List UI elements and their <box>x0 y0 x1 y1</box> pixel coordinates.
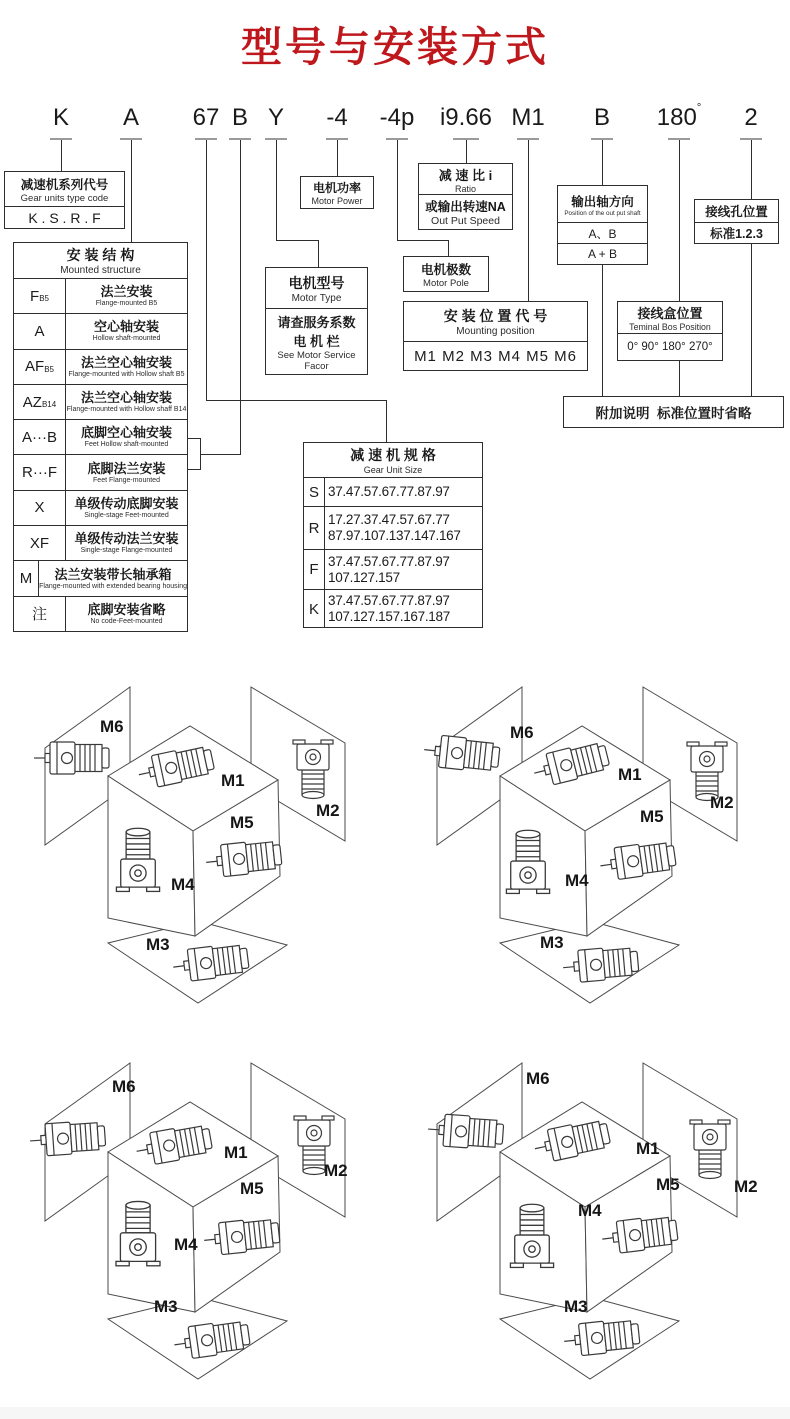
position-label: M6 <box>526 1069 550 1088</box>
position-label: M4 <box>578 1201 602 1220</box>
table-row: 注 底脚安装省略 No code-Feet-mounted <box>14 596 187 631</box>
motor-type-box: 电机型号 Motor Type 请查服务系数 电 机 栏 See Motor Service Facor <box>265 267 368 375</box>
mounting-diagram-4 <box>400 1034 785 1406</box>
code-item: -4 <box>326 104 348 131</box>
table-row: X 单级传动底脚安装 Single-stage Feet-mounted <box>14 490 187 525</box>
connector-line <box>131 140 132 242</box>
mounting-diagram-2 <box>400 658 785 1030</box>
position-label: M3 <box>564 1297 588 1316</box>
connector-line <box>397 140 398 240</box>
motor-power-box: 电机功率 Motor Power <box>300 176 374 209</box>
code-item: M1 <box>511 104 545 131</box>
connector-line <box>397 240 449 241</box>
position-label: M2 <box>324 1161 348 1180</box>
connector-line <box>448 240 449 256</box>
mounting-position-box: 安 装 位 置 代 号 Mounting position M1 M2 M3 M4 M5 M6 <box>403 301 588 371</box>
connector-line <box>337 140 338 176</box>
position-label: M4 <box>174 1235 198 1254</box>
code-item: i9.66 <box>439 104 493 131</box>
code-item: B <box>231 104 249 131</box>
table-row: A 空心轴安装 Hollow shaft-mounted <box>14 313 187 348</box>
connector-line <box>206 400 387 401</box>
position-label: M1 <box>224 1143 248 1162</box>
code-item: -4p <box>379 104 415 131</box>
connector-line <box>200 454 241 455</box>
position-label: M4 <box>565 871 589 890</box>
connector-line <box>206 140 207 400</box>
mounted-structure-table <box>13 242 188 632</box>
connector-line <box>188 469 201 470</box>
page-title: 型号与安装方式 <box>241 24 549 70</box>
table-row: A···B 底脚空心轴安装 Feet Hollow shaft-mounted <box>14 419 187 454</box>
position-label: M5 <box>640 807 664 826</box>
code-item: K <box>52 104 70 131</box>
table-row: AF B5 法兰空心轴安装 Flange-mounted with Hollow shaft B5 <box>14 349 187 384</box>
position-label: M5 <box>230 813 254 832</box>
code-item: Y <box>267 104 285 131</box>
position-label: M4 <box>171 875 195 894</box>
connector-line <box>679 360 680 396</box>
position-label: M3 <box>146 935 170 954</box>
table-row: K 37.47.57.67.77.87.97 107.127.157.167.187 <box>304 589 482 628</box>
position-label: M2 <box>710 793 734 812</box>
table-header: 安 装 结 构 Mounted structure <box>60 247 141 276</box>
table-row: R···F 底脚法兰安装 Feet Flange-mounted <box>14 454 187 489</box>
table-row: R 17.27.37.47.57.67.77 87.97.107.137.147.167 <box>304 506 482 549</box>
table-row: XF 单级传动法兰安装 Single-stage Flange-mounted <box>14 525 187 560</box>
position-label: M3 <box>154 1297 178 1316</box>
position-label: M6 <box>112 1077 136 1096</box>
position-label: M3 <box>540 933 564 952</box>
code-item: A <box>122 104 140 131</box>
wiring-hole-position-box: 接线孔位置 标准1.2.3 <box>694 199 779 244</box>
table-row: M 法兰安装带长轴承箱 Flange-mounted with extended bearing housing <box>14 560 187 595</box>
connector-line <box>386 400 387 442</box>
table-row: S 37.47.57.67.77.87.97 <box>304 477 482 506</box>
mounting-diagram-1 <box>8 658 393 1030</box>
output-shaft-box: 输出轴方向 Position of the out put shaft A、B A + B <box>557 185 648 265</box>
position-label: M5 <box>656 1175 680 1194</box>
connector-line <box>466 140 467 163</box>
position-label: M1 <box>221 771 245 790</box>
additional-note-box: 附加说明 标准位置时省略 <box>563 396 784 428</box>
code-item: 2 <box>744 104 758 131</box>
connector-line <box>679 140 680 302</box>
connector-line <box>528 140 529 301</box>
connector-line <box>240 140 241 455</box>
connector-line <box>188 438 201 439</box>
connector-line <box>200 438 201 470</box>
connector-line <box>602 264 603 396</box>
code-item: B <box>593 104 611 131</box>
position-label: M2 <box>316 801 340 820</box>
mounting-diagram-3 <box>8 1034 393 1406</box>
connector-line <box>318 240 319 267</box>
terminal-box-position-box: 接线盒位置 Teminal Bos Position 0° 90° 180° 270° <box>617 301 723 361</box>
gear-size-table <box>303 442 483 628</box>
position-label: M1 <box>618 765 642 784</box>
connector-line <box>276 240 319 241</box>
table-row: F B5 法兰安装 Flange-mounted B5 <box>14 278 187 313</box>
table-row: F 37.47.57.67.77.87.97 107.127.157 <box>304 549 482 589</box>
position-label: M6 <box>100 717 124 736</box>
position-label: M5 <box>240 1179 264 1198</box>
connector-line <box>276 140 277 240</box>
code-item: 180° <box>656 102 702 131</box>
ratio-box: 减 速 比 i Ratio 或输出转速NA Out Put Speed <box>418 163 513 230</box>
motor-pole-box: 电机极数 Motor Pole <box>403 256 489 292</box>
connector-line <box>751 140 752 200</box>
position-label: M2 <box>734 1177 758 1196</box>
footer-strip <box>0 1407 790 1419</box>
connector-line <box>751 243 752 396</box>
position-label: M1 <box>636 1139 660 1158</box>
connector-line <box>602 140 603 185</box>
table-row: AZ B14 法兰空心轴安装 Flange-mounted with Hollow shaff B14 <box>14 384 187 419</box>
series-code-box: 减速机系列代号 Gear units type code K . S . R . F <box>4 171 125 229</box>
table-header: 减 速 机 规 格 Gear Unit Size <box>350 447 436 475</box>
code-item: 67 <box>192 104 220 131</box>
position-label: M6 <box>510 723 534 742</box>
connector-line <box>61 140 62 171</box>
